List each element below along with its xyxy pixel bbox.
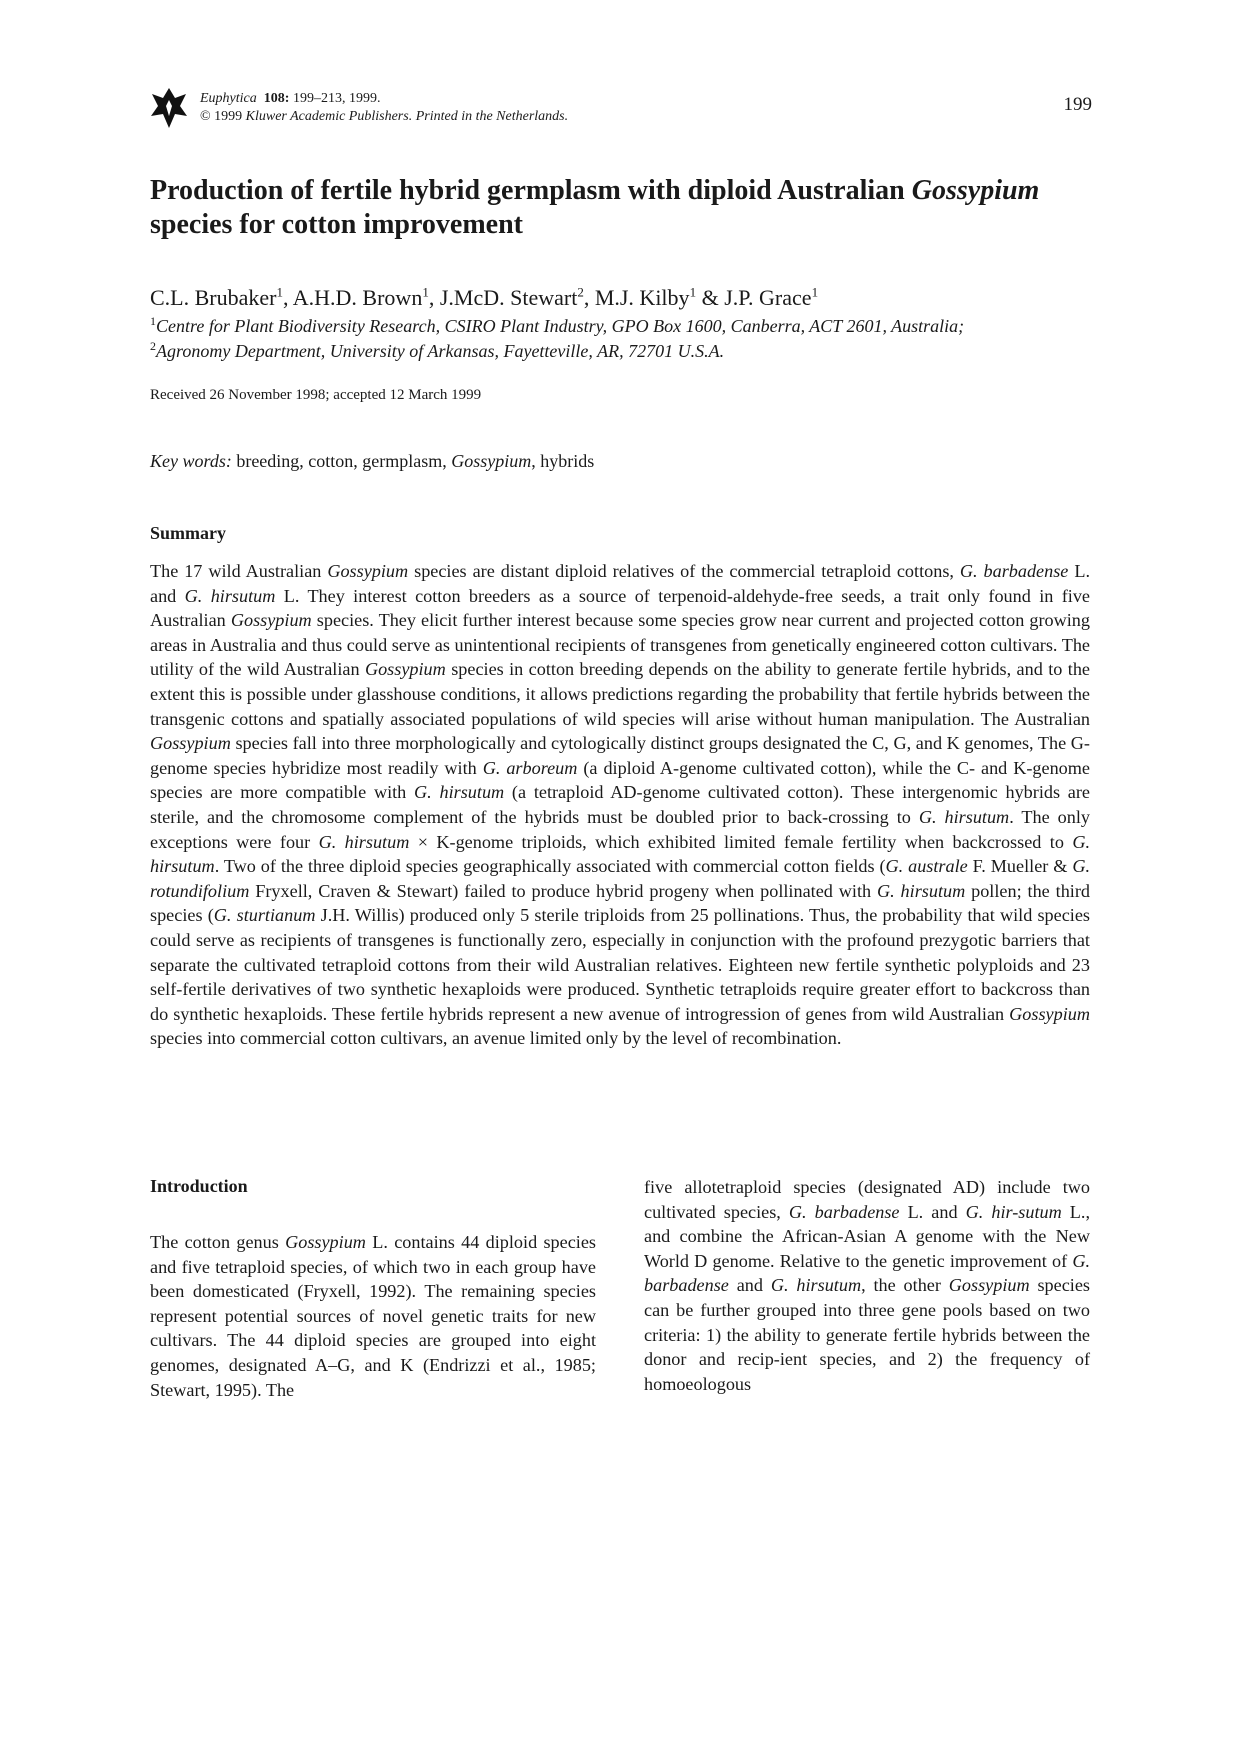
author-affiliation-marker: 1	[276, 284, 283, 300]
italic-run: G. hirsutum	[414, 782, 505, 803]
kluwer-logo-icon	[150, 86, 188, 130]
text-run: species in cotton breeding depends on the ability to generate fertile hybrids, and to the extent this is possible under glasshouse conditions, it allows predictions regarding the probability that fertile hybrids between the transgenic cottons and spatially associated populations of wild species will arise without human manipulation. The Australian	[150, 659, 1090, 729]
italic-run: G. barbadense	[959, 561, 1069, 581]
text-run: species can be further grouped into three gene pools based on two criteria: 1) the ability to generate fertile hybrids between the donor and recip-ient species, and 2) the frequency of homoeologous	[644, 1275, 1090, 1394]
text-run: The cotton genus	[150, 1232, 286, 1252]
journal-citation	[200, 90, 568, 126]
keywords-text-2: , hybrids	[531, 451, 595, 471]
italic-run: G. hirsutum	[318, 831, 410, 852]
received-dates: Received 26 November 1998; accepted 12 March 1999	[150, 387, 482, 403]
page-number: 199	[1063, 94, 1092, 115]
introduction-heading: Introduction	[150, 1176, 248, 1196]
journal-line-2	[200, 108, 568, 126]
article-title	[150, 174, 1090, 242]
italic-run: G. barbadense	[788, 1201, 900, 1222]
affiliation-line	[150, 339, 1100, 364]
author-name: A.H.D. Brown	[292, 285, 423, 310]
author-name: J.P. Grace	[724, 285, 812, 310]
journal-volume: 108:	[263, 91, 290, 106]
copyright-year: 1999	[210, 109, 246, 124]
italic-run: G. hirsutum	[184, 585, 276, 606]
text-run: L. contains 44 diploid species and five tetraploid species, of which two in each group have been domesticated (Fryxell, 1992). The remaining species represent potential sources of novel genetic traits for new cultivars. The 44 diploid species are grouped into eight genomes, designated A–G, and K (Endrizzi et al., 1985; Stewart, 1995). The	[150, 1232, 596, 1400]
keywords	[150, 451, 594, 472]
italic-run: G. hirsutum	[918, 806, 1010, 827]
journal-line-1	[200, 90, 568, 108]
italic-run: G. hirsutum	[770, 1275, 862, 1296]
text-run: L. They interest cotton breeders as a source of terpenoid-aldehyde-free seeds, a trait only found in five Australian	[150, 585, 1090, 631]
journal-name: Euphytica	[200, 91, 257, 106]
text-run: species are distant diploid relatives of the commercial tetraploid cottons,	[408, 561, 960, 581]
italic-run: Gossypium	[285, 1232, 366, 1252]
text-run: five allotetraploid species (designated AD) include two cultivated species,	[644, 1177, 1090, 1222]
italic-run: G. australe	[885, 856, 968, 877]
text-run: (a tetraploid AD-genome cultivated cotton). These intergenomic hybrids are sterile, and the chromosome complement of the hybrids must be doubled prior to back-crossing to	[150, 782, 1091, 827]
italic-run: Gossypium	[1009, 1003, 1090, 1024]
text-run: The 17 wild Australian	[150, 561, 328, 581]
text-run: L., and combine the African-Asian A genome with the New World D genome. Relative to the genetic improvement of	[644, 1201, 1090, 1271]
text-run: species into commercial cotton cultivars, an avenue limited only by the level of recombination.	[150, 1028, 842, 1049]
keywords-text-1: breeding, cotton, germplasm,	[231, 451, 452, 471]
italic-run: Gossypium	[364, 659, 446, 680]
author-affiliation-marker: 1	[689, 284, 697, 300]
introduction-left-column	[150, 1230, 596, 1402]
affiliation-marker: 1	[150, 314, 156, 328]
author-affiliation-marker: 1	[811, 284, 819, 300]
text-run: L. and	[899, 1201, 966, 1222]
italic-run: Gossypium	[230, 610, 312, 631]
text-run: and	[728, 1275, 771, 1296]
text-run: , the other	[861, 1275, 949, 1296]
affiliations	[150, 314, 1100, 364]
text-run: (a diploid A-genome cultivated cotton), while the C- and K-genome species are more compatible with	[150, 757, 1090, 803]
italic-run: Gossypium	[327, 561, 409, 581]
summary-heading: Summary	[150, 523, 226, 543]
text-run: F. Mueller &	[967, 856, 1073, 877]
title-genus: Gossypium	[911, 175, 1040, 206]
italic-run: G. rotundifolium	[150, 856, 1090, 901]
italic-run: G. barbadense	[644, 1250, 1090, 1296]
text-run: L. and	[150, 561, 1090, 606]
keywords-genus: Gossypium	[451, 451, 532, 471]
publisher-note: Kluwer Academic Publishers. Printed in the Netherlands.	[245, 109, 569, 124]
author-list	[150, 284, 1090, 312]
affiliation-marker: 2	[150, 339, 156, 353]
italic-run: G. hirsutum	[876, 880, 966, 901]
title-part-2: species for cotton improvement	[150, 209, 523, 240]
author-name: J.McD. Stewart	[439, 285, 578, 310]
author-name: C.L. Brubaker	[150, 285, 277, 310]
summary-paragraph	[150, 559, 1090, 1051]
author-affiliation-marker: 2	[577, 284, 584, 300]
text-run: . Two of the three diploid species geographically associated with commercial cotton fields (	[214, 856, 886, 877]
italic-run: Gossypium	[150, 733, 231, 754]
author-separator: ,	[282, 285, 293, 310]
text-run: species. They elicit further interest because some species grow near current and projected cotton growing areas in Australia and thus could serve as unintentional recipients of transgenes from genetically engineered cotton cultivars. The utility of the wild Australian	[150, 610, 1090, 680]
text-run: pollen; the third species (	[150, 880, 1090, 926]
text-run: Fryxell, Craven & Stewart) failed to produce hybrid progeny when pollinated with	[249, 880, 877, 901]
text-run: × K-genome triploids, which exhibited limited female fertility when backcrossed to	[409, 831, 1073, 852]
text-run: species fall into three morphologically and cytologically distinct groups designated the C, G, and K genomes, The G-genome species hybridize most readily with	[150, 733, 1090, 778]
author-separator: ,	[428, 285, 440, 310]
author-separator: ,	[583, 285, 595, 310]
journal-pages: 199–213, 1999.	[289, 91, 381, 106]
affiliation-text: Centre for Plant Biodiversity Research, CSIRO Plant Industry, GPO Box 1600, Canberra, ACT 2601, Australia;	[156, 316, 965, 336]
copyright-symbol: ©	[200, 109, 211, 124]
author-affiliation-marker: 1	[422, 284, 429, 300]
italic-run: Gossypium	[948, 1275, 1030, 1296]
text-run: J.H. Willis) produced only 5 sterile triploids from 25 pollinations. Thus, the probability that wild species could serve as recipients of transgenes is functionally zero, especially in conjunction with the profound prezygotic barriers that separate the cultivated tetraploid cottons from their wild Australian relatives. Eighteen new fertile synthetic polyploids and 23 self-fertile derivatives of two synthetic hexaploids were produced. Synthetic tetraploids require greater effort to backcross than do synthetic hexaploids. These fertile hybrids represent a new avenue of introgression of genes from wild Australian	[150, 905, 1090, 1024]
affiliation-line	[150, 314, 1100, 339]
author-name: M.J. Kilby	[594, 285, 690, 310]
text-run: . The only exceptions were four	[150, 806, 1091, 852]
affiliation-text: Agronomy Department, University of Arkansas, Fayetteville, AR, 72701 U.S.A.	[156, 341, 725, 361]
italic-run: G. hir-sutum	[965, 1201, 1062, 1222]
author-separator: &	[696, 285, 725, 310]
introduction-right-column	[644, 1175, 1090, 1396]
italic-run: G. sturtianum	[213, 905, 316, 926]
italic-run: G. arboreum	[482, 757, 578, 778]
italic-run: G. hirsutum	[150, 831, 1090, 877]
keywords-label: Key words:	[150, 451, 232, 471]
title-part-1: Production of fertile hybrid germplasm with diploid Australian	[150, 175, 912, 206]
